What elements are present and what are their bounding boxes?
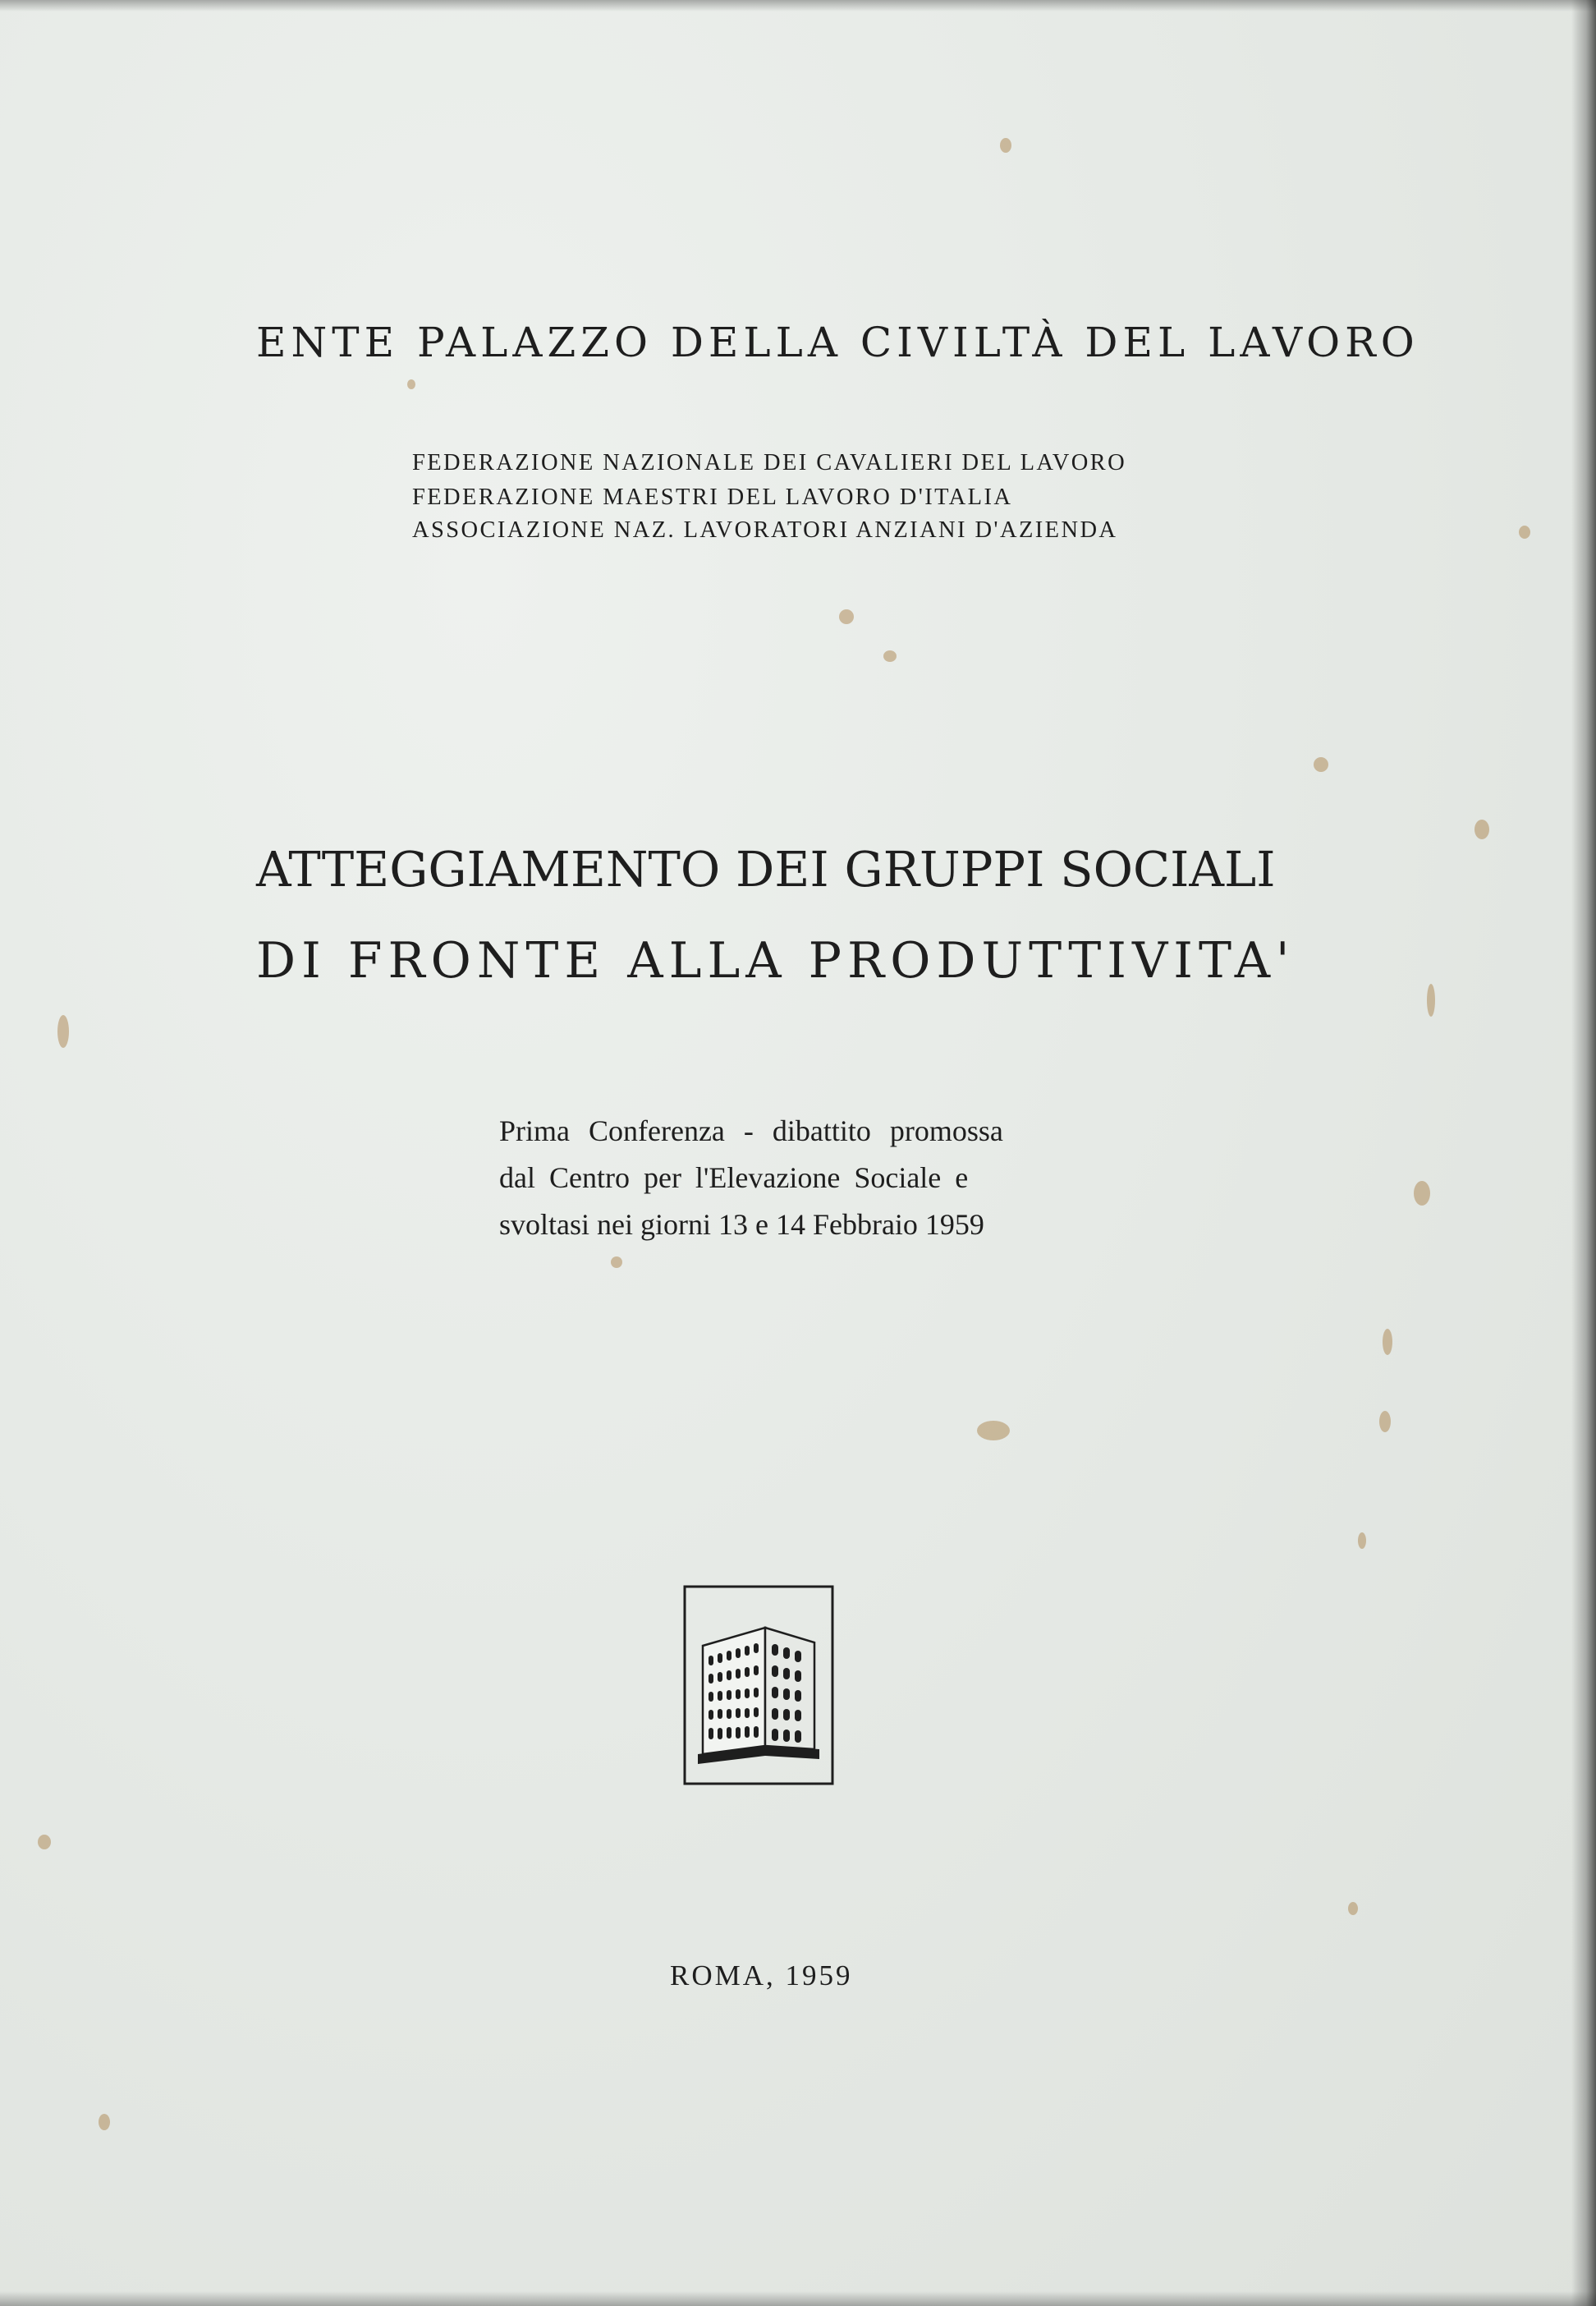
page-top-shadow (0, 0, 1596, 11)
foxing-spot (1379, 1411, 1391, 1432)
subtitle-line: svoltasi nei giorni 13 e 14 Febbraio 1959 (499, 1208, 984, 1241)
book-title-line-2: DI FRONTE ALLA PRODUTTIVITA' (256, 932, 1296, 990)
federation-line: ASSOCIAZIONE NAZ. LAVORATORI ANZIANI D'AZIENDA (412, 517, 1118, 543)
federation-line: FEDERAZIONE NAZIONALE DEI CAVALIERI DEL LAVORO (412, 450, 1127, 475)
federation-line: FEDERAZIONE MAESTRI DEL LAVORO D'ITALIA (412, 485, 1013, 510)
foxing-spot (977, 1421, 1010, 1440)
foxing-spot (1000, 138, 1011, 153)
imprint-place-date: ROMA, 1959 (670, 1959, 853, 1991)
foxing-spot (57, 1015, 69, 1048)
foxing-spot (1314, 757, 1328, 772)
foxing-spot (1414, 1181, 1430, 1206)
subtitle-line: dal Centro per l'Elevazione Sociale e (499, 1161, 969, 1194)
foxing-spot (611, 1256, 622, 1268)
foxing-spot (1383, 1329, 1392, 1355)
book-title-line-1: ATTEGGIAMENTO DEI GRUPPI SOCIALI (256, 841, 1276, 898)
foxing-spot (1348, 1902, 1358, 1915)
foxing-spot (99, 2114, 110, 2130)
foxing-spot (839, 609, 854, 624)
publisher-name: ENTE PALAZZO DELLA CIVILTÀ DEL LAVORO (256, 319, 1419, 366)
palazzo-civilta-building-icon (683, 1585, 834, 1785)
foxing-spot (1519, 526, 1530, 539)
page-right-edge (1571, 0, 1596, 2306)
foxing-spot (883, 650, 897, 662)
foxing-spot (38, 1835, 51, 1849)
foxing-spot (1427, 984, 1435, 1017)
foxing-spot (407, 379, 415, 389)
page-bottom-shadow (0, 2291, 1596, 2306)
foxing-spot (1474, 820, 1489, 839)
subtitle-line: Prima Conferenza - dibattito promossa (499, 1114, 1003, 1147)
foxing-spot (1358, 1532, 1366, 1549)
